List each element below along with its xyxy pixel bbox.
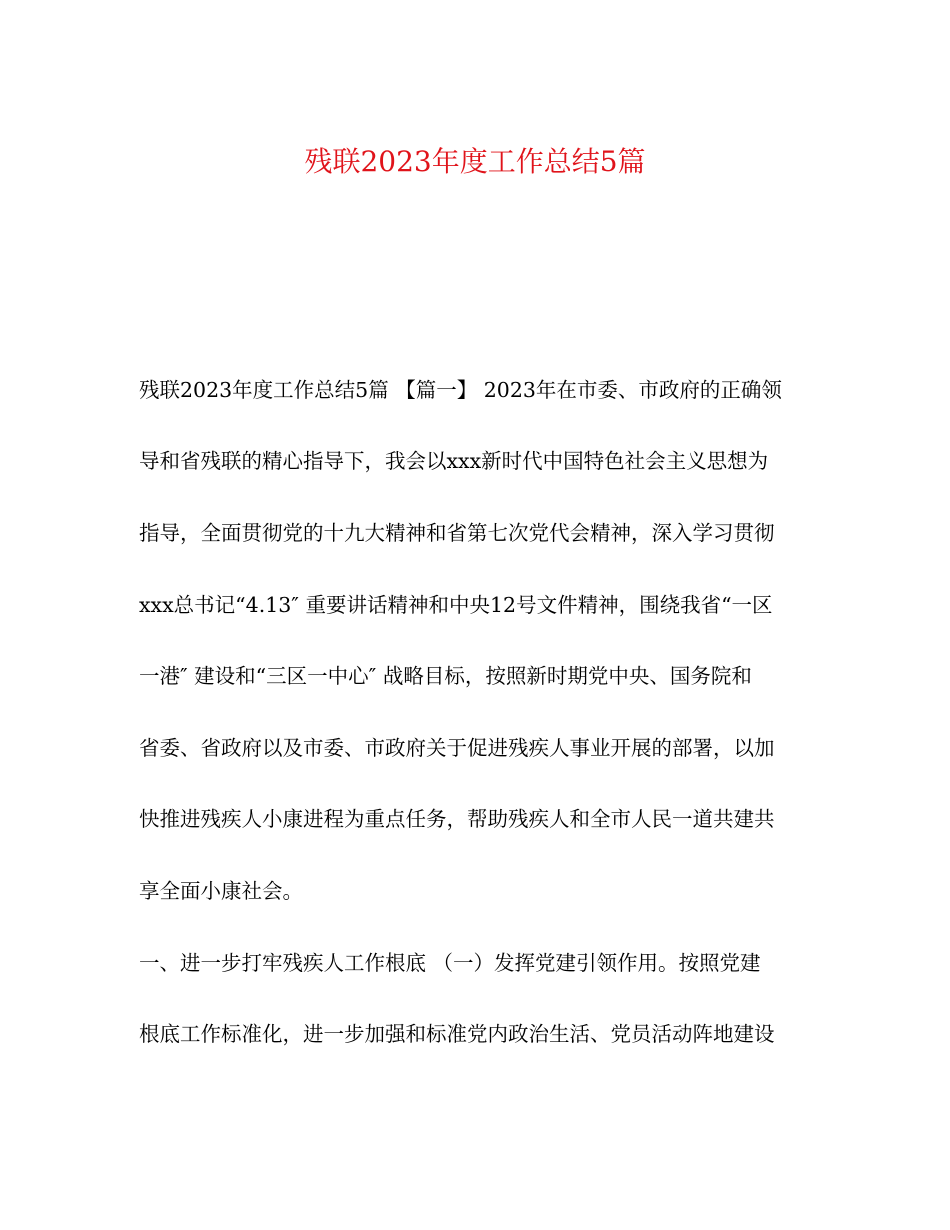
- body-text-line: 导和省残联的精心指导下，我会以xxx新时代中国特色社会主义思想为: [139, 449, 769, 473]
- document-title: 残联2023年度工作总结5篇: [304, 145, 646, 178]
- body-text-line: 享全面小康社会。: [139, 879, 303, 903]
- body-text-line: 根底工作标准化，进一步加强和标准党内政治生活、党员活动阵地建设: [139, 1022, 775, 1046]
- body-text-line: 省委、省政府以及市委、市政府关于促进残疾人事业开展的部署，以加: [139, 736, 775, 760]
- body-text-line: 快推进残疾人小康进程为重点任务，帮助残疾人和全市人民一道共建共: [139, 807, 775, 831]
- body-text-line: 残联2023年度工作总结5篇 【篇一】 2023年在市委、市政府的正确领: [139, 378, 782, 402]
- body-text-line: 指导，全面贯彻党的十九大精神和省第七次党代会精神，深入学习贯彻: [139, 521, 775, 545]
- body-text-line: xxx总书记“4.13″ 重要讲话精神和中央12号文件精神，围绕我省“一区: [139, 593, 773, 617]
- body-text-line: 一港″ 建设和“三区一中心″ 战略目标，按照新时期党中央、国务院和: [139, 664, 752, 688]
- section-heading-line: 一、进一步打牢残疾人工作根底 （一）发挥党建引领作用。按照党建: [139, 951, 761, 975]
